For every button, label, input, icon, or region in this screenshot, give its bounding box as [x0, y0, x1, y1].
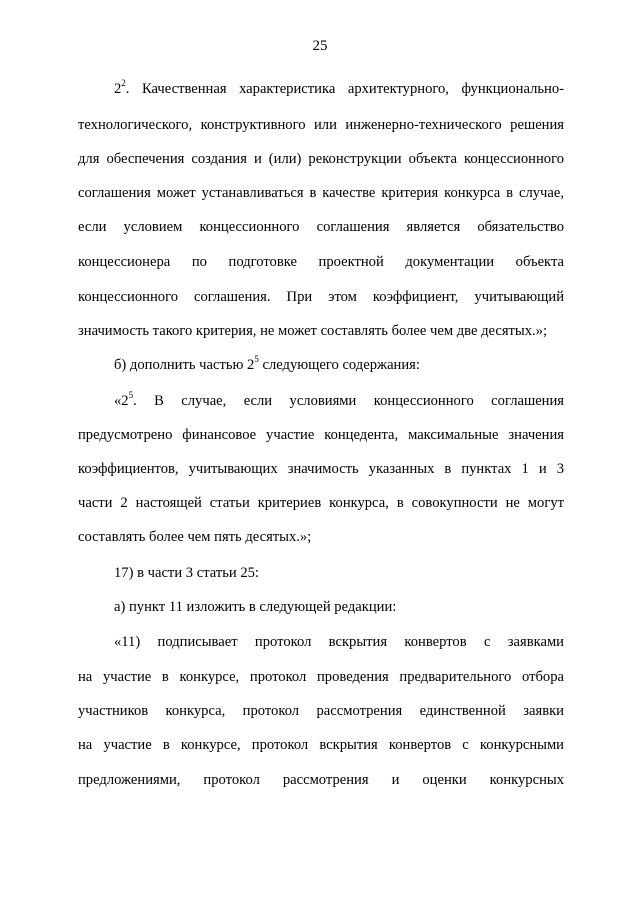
line-text: . Качественная характеристика архитектурного, функционально-: [125, 81, 564, 97]
line-text: если условием концессионного соглашения является обязательство: [78, 219, 564, 235]
line-text: «11) подписывает протокол вскрытия конвертов с заявками: [114, 634, 564, 650]
text-line: [78, 320, 564, 342]
superscript: 5: [128, 390, 134, 401]
line-text: составлять более чем пять десятых.»;: [78, 529, 312, 545]
line-text: а) пункт 11 изложить в следующей редакции:: [114, 599, 397, 615]
text-line: [78, 424, 564, 446]
line-text: концессионного соглашения. При этом коэффициент, учитывающий: [78, 289, 564, 305]
line-text: значимость такого критерия, не может составлять более чем две десятых.»;: [78, 323, 548, 339]
text-line: [114, 390, 564, 412]
text-line: [78, 734, 564, 756]
text-line: [78, 286, 564, 308]
text-line: [78, 666, 564, 688]
line-text: концессионера по подготовке проектной документации объекта: [78, 254, 564, 270]
line-text: предусмотрено финансовое участие концедента, максимальные значения: [78, 427, 564, 443]
text-line: [78, 216, 564, 238]
text-line: [78, 251, 564, 273]
line-text: коэффициентов, учитывающих значимость указанных в пунктах 1 и 3: [78, 461, 564, 477]
line-text: . В случае, если условиями концессионного соглашения: [133, 393, 564, 409]
line-text: технологического, конструктивного или инженерно-технического решения: [78, 117, 564, 133]
line-text: на участие в конкурсе, протокол вскрытия конвертов с конкурсными: [78, 737, 564, 753]
superscript: 5: [254, 354, 259, 365]
text-line: [78, 114, 564, 136]
text-line: [78, 526, 564, 548]
text-line: [114, 354, 564, 376]
line-text: 17) в части 3 статьи 25:: [114, 565, 259, 581]
line-prefix: б) дополнить частью 2: [114, 357, 255, 373]
line-prefix: «2: [114, 393, 129, 409]
text-line: [114, 631, 564, 653]
text-line: [114, 78, 564, 100]
text-line: [78, 700, 564, 722]
line-text: предложениями, протокол рассмотрения и оценки конкурсных: [78, 772, 564, 788]
line-text: на участие в конкурсе, протокол проведения предварительного отбора: [78, 669, 564, 685]
text-line: [78, 458, 564, 480]
text-line: [78, 182, 564, 204]
line-text: для обеспечения создания и (или) реконструкции объекта концессионного: [78, 151, 564, 167]
text-line: [114, 596, 564, 618]
line-text: следующего содержания:: [258, 357, 420, 373]
page-number: 25: [312, 38, 328, 54]
text-line: [78, 148, 564, 170]
line-text: участников конкурса, протокол рассмотрения единственной заявки: [78, 703, 564, 719]
line-text: части 2 настоящей статьи критериев конкурса, в совокупности не могут: [78, 495, 564, 511]
superscript: 2: [121, 78, 126, 89]
text-line: [114, 562, 564, 584]
text-line: [78, 492, 564, 514]
line-text: соглашения может устанавливаться в качестве критерия конкурса в случае,: [78, 185, 564, 201]
text-line: [78, 769, 564, 791]
line-prefix: 2: [114, 81, 122, 97]
